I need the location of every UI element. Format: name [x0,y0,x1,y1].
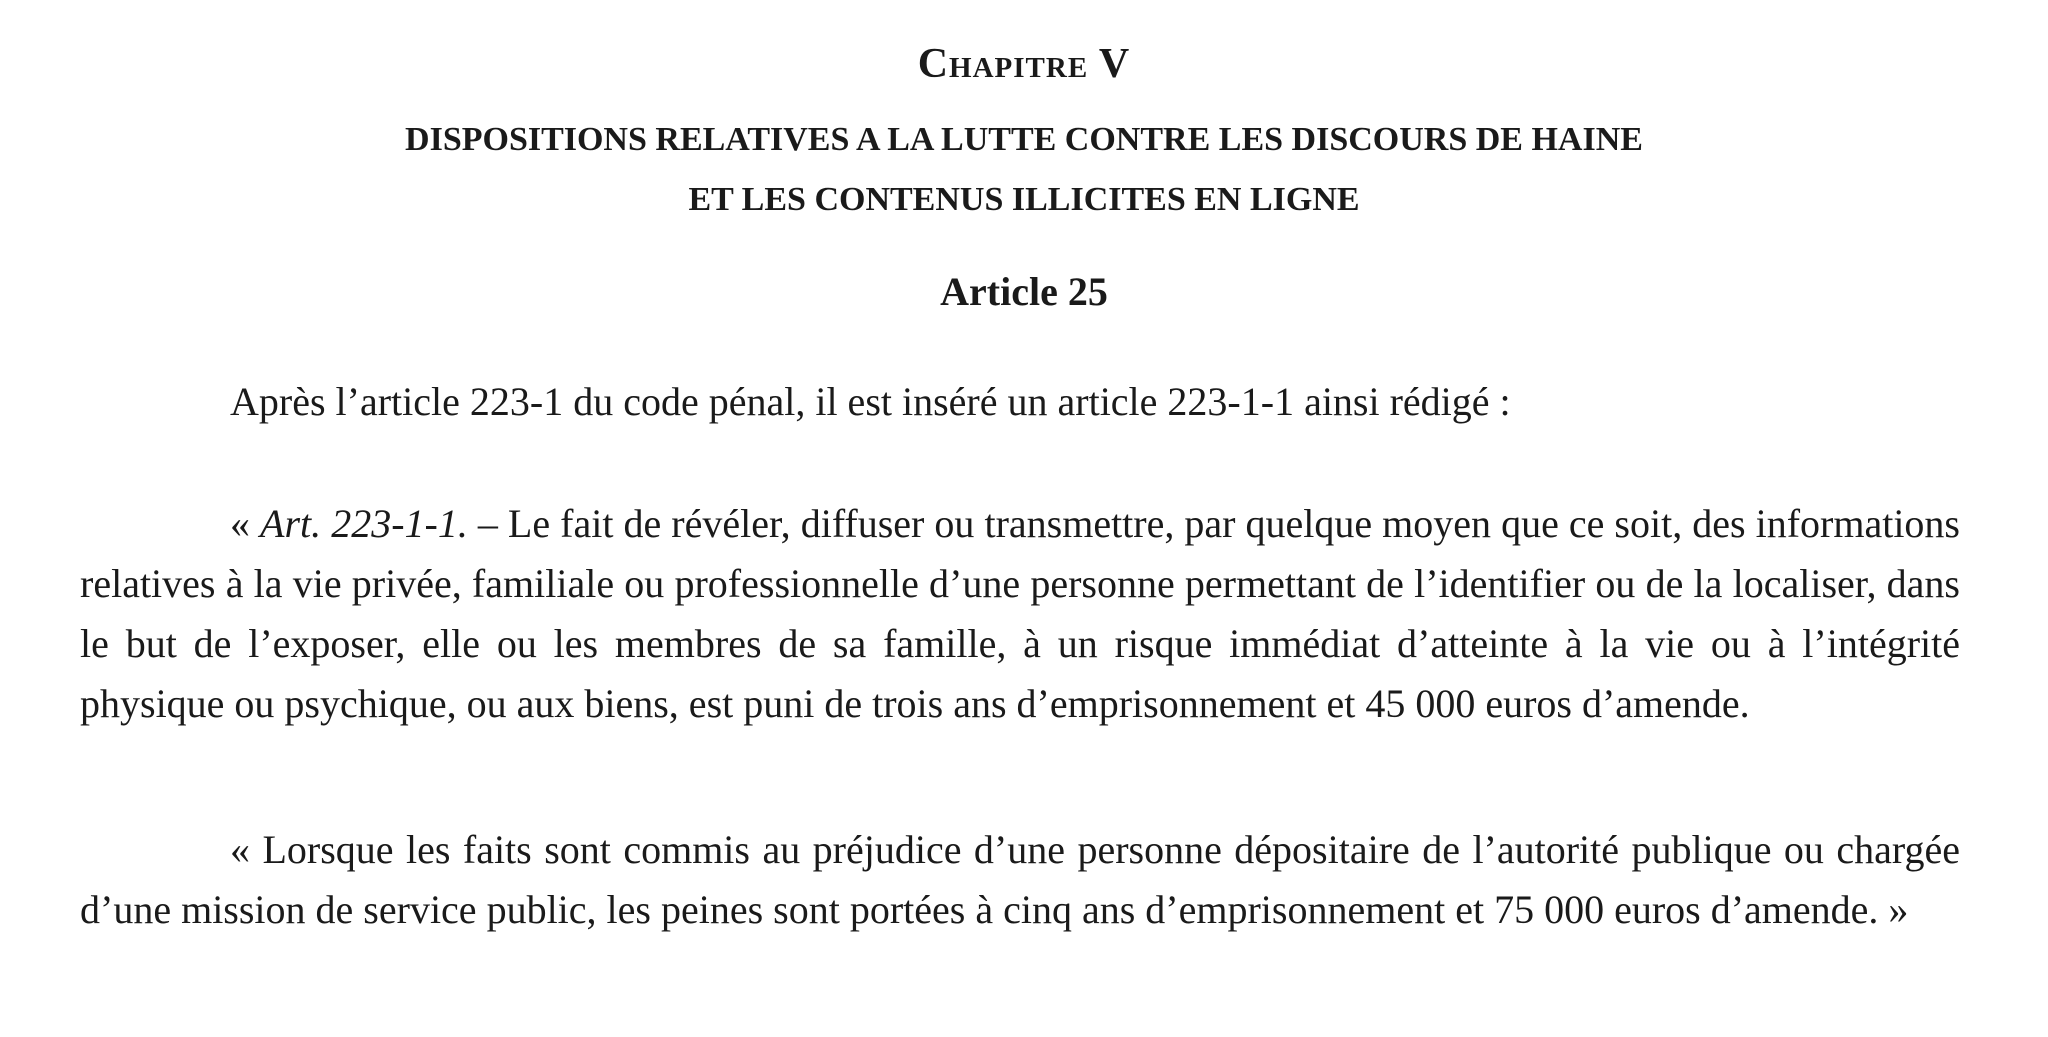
article-body-paragraph-1 [80,494,1960,734]
article-title: Article 25 [940,269,1108,314]
chapter-title [0,110,2048,230]
chapter-title-line-1: DISPOSITIONS RELATIVES A LA LUTTE CONTRE LES DISCOURS DE HAINE [405,121,1643,158]
article-body-paragraph-2: « Lorsque les faits sont commis au préjudice d’une personne dépositaire de l’autorité publique ou chargée d’une mission de service public, les peines sont portées à cinq ans d’emprisonnement et 75 000 euros d’amende. » [80,827,1960,932]
article-intro-paragraph: Après l’article 223-1 du code pénal, il est inséré un article 223-1-1 ainsi rédigé : [230,379,1511,424]
chapter-title-line-2: ET LES CONTENUS ILLICITES EN LIGNE [688,181,1360,218]
article-body-text: – Le fait de révéler, diffuser ou transmettre, par quelque moyen que ce soit, des informations relatives à la vie privée, familiale ou professionnelle d’une personne permettant de l’identifier ou de la localiser, dans le but de l’exposer, elle ou les membres de sa famille, à un risque immédiat d’atteinte à la vie ou à l’intégrité physique ou psychique, ou aux biens, est puni de trois ans d’emprisonnement et 45 000 euros d’amende. [80,501,1961,726]
open-quote: « [230,501,261,546]
article-reference: Art. 223-1-1. [260,501,468,546]
chapter-heading: Chapitre V [917,41,1131,87]
